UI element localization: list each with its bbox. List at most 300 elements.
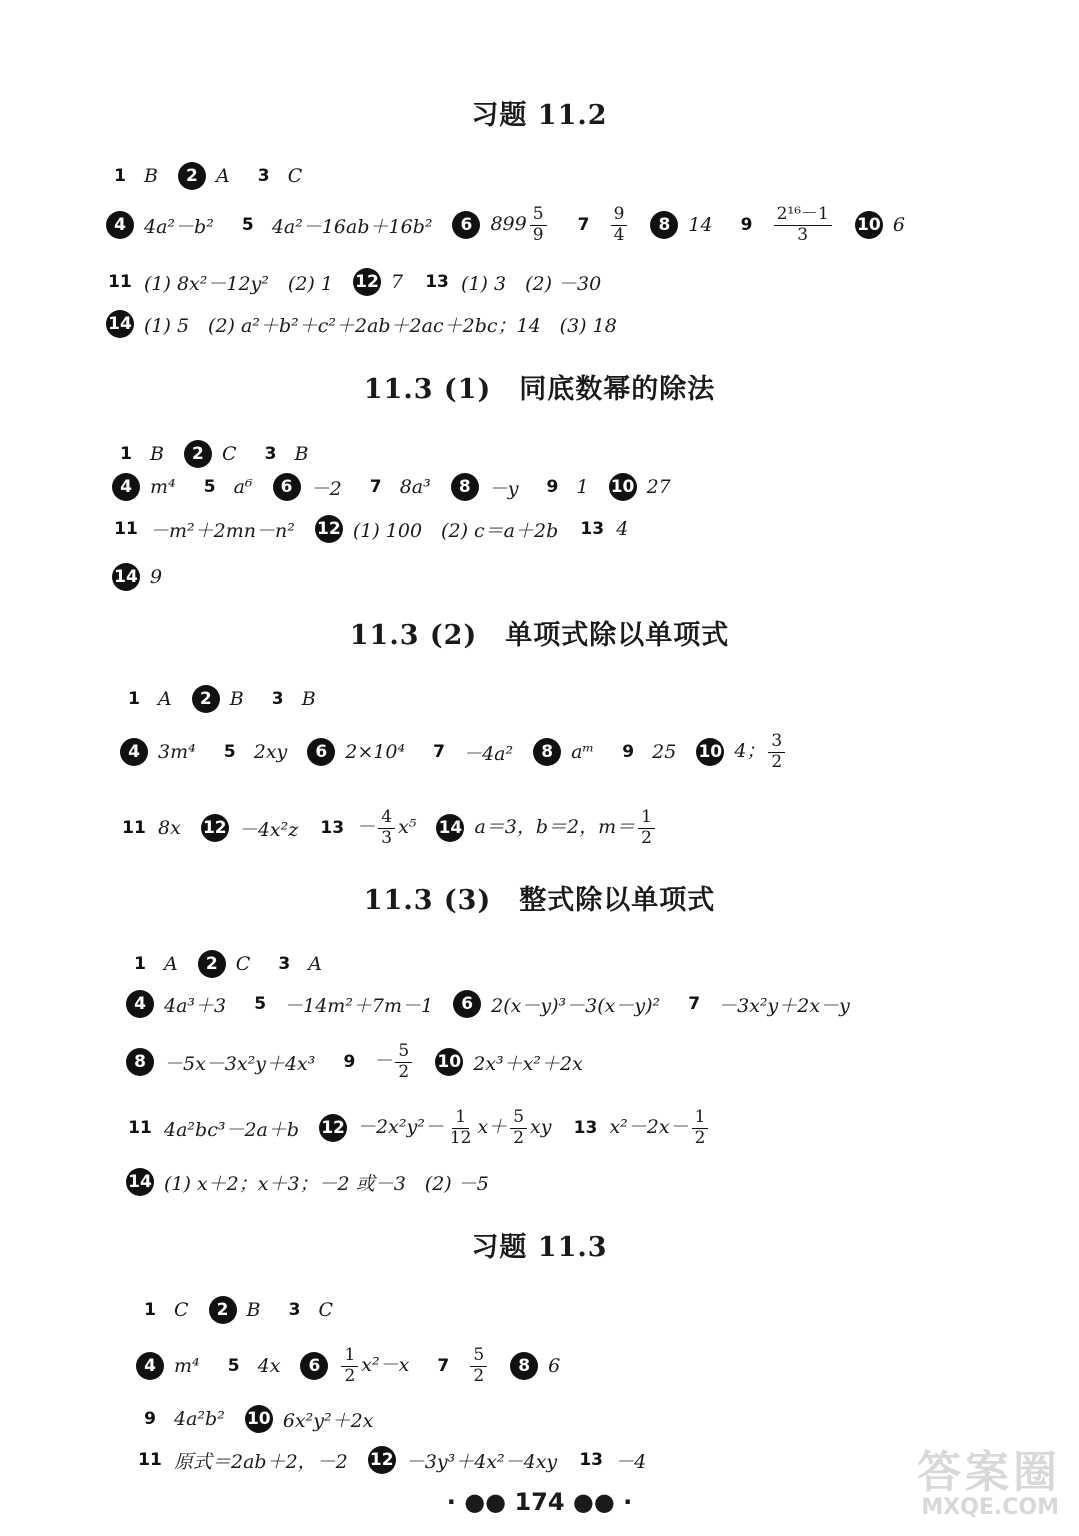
question-number: 13 — [580, 519, 605, 539]
answer-value — [144, 212, 214, 239]
denominator: 2 — [473, 1365, 485, 1386]
answer-value — [373, 1042, 415, 1082]
answer-text: B — [229, 688, 244, 710]
answer-text: 4x — [257, 1355, 281, 1378]
answer-item — [318, 808, 416, 848]
answer-item — [112, 515, 295, 543]
answer-text: 7 — [390, 271, 404, 293]
question-number: 9 — [343, 1052, 356, 1073]
answer-row — [112, 440, 328, 468]
answer-item — [126, 1168, 489, 1196]
answer-text: C — [318, 1299, 334, 1321]
answer-value — [295, 443, 309, 465]
answer-item — [270, 950, 322, 978]
answer-item — [264, 685, 316, 713]
answer-item — [451, 473, 519, 501]
answer-item — [220, 1352, 281, 1380]
question-number: 10 — [435, 1048, 463, 1076]
answer-item — [281, 1296, 334, 1324]
answer-value — [319, 1299, 334, 1321]
answer-item — [319, 1108, 551, 1148]
numerator: 5 — [530, 205, 547, 226]
question-number: 1 — [114, 166, 126, 186]
denominator: 4 — [613, 224, 625, 245]
question-number: 1 — [120, 444, 132, 464]
answer-text: 8x — [158, 817, 181, 840]
answer-text: 2xy — [253, 741, 288, 764]
answer-item — [106, 310, 617, 338]
answer-row — [136, 1346, 580, 1386]
answer-value — [144, 311, 617, 338]
answer-value — [400, 476, 431, 498]
question-number: 4 — [112, 473, 140, 501]
section-title: 11.3 (3) 整式除以单项式 — [363, 885, 716, 916]
question-number: 8 — [510, 1352, 538, 1380]
answer-text: 899 — [490, 213, 527, 236]
answer-value — [272, 212, 433, 239]
answer-item — [577, 1446, 646, 1474]
answer-text: －5x－3x²y＋4x³ — [164, 1052, 316, 1075]
answer-text: (1) 3 (2) －30 — [461, 272, 602, 295]
answer-value — [308, 953, 322, 975]
answer-item — [201, 814, 298, 842]
fraction — [774, 205, 832, 245]
denominator: 2 — [694, 1127, 706, 1148]
answer-text: A — [215, 165, 230, 187]
answer-value — [489, 474, 519, 501]
answer-text: x＋ — [477, 1116, 508, 1139]
answer-item — [362, 473, 431, 501]
answer-item — [136, 1405, 225, 1433]
answer-text: C — [174, 1299, 189, 1321]
answer-text: (1) x＋2；x＋3；－2 或－3 (2) －5 — [164, 1172, 489, 1195]
answer-row — [112, 515, 648, 543]
answer-value — [158, 817, 181, 839]
numerator: 1 — [638, 808, 655, 829]
answer-value — [144, 165, 158, 187]
answer-item — [245, 1405, 374, 1433]
answer-text: 2x³＋x²＋2x — [473, 1052, 583, 1075]
answer-text: x²－2x－ — [609, 1116, 689, 1139]
answer-text: －2 — [310, 477, 342, 500]
answer-value — [216, 165, 230, 187]
answer-text: 9 — [150, 566, 163, 588]
page-number: 174 — [514, 1488, 565, 1516]
answer-item — [198, 950, 251, 978]
answer-row — [112, 563, 182, 591]
answer-text: 1 — [576, 476, 589, 498]
question-number: 2 — [192, 685, 220, 713]
answer-value — [239, 815, 298, 842]
question-number: 11 — [114, 519, 138, 539]
answer-value — [615, 1447, 646, 1474]
question-number: 5 — [227, 1356, 240, 1377]
question-number: 1 — [134, 954, 146, 974]
answer-text: C — [221, 443, 237, 465]
answer-text: aᵐ — [571, 741, 595, 764]
answer-text: 6 — [548, 1355, 561, 1378]
question-number: 5 — [241, 215, 254, 236]
section-title: 习题 11.3 — [471, 1232, 608, 1263]
answer-row — [126, 950, 342, 978]
answer-item — [126, 1114, 299, 1142]
answer-text: 25 — [652, 741, 677, 764]
answer-value — [230, 688, 244, 710]
answer-value — [356, 808, 416, 848]
answer-text: B — [150, 443, 164, 465]
answer-text: a⁶ — [233, 476, 253, 498]
fraction — [470, 1346, 487, 1386]
answer-item — [570, 205, 631, 245]
answer-item — [614, 738, 676, 766]
answer-item — [250, 162, 303, 190]
answer-value — [174, 1299, 189, 1321]
answer-item — [650, 211, 712, 239]
numerator: 5 — [510, 1108, 527, 1129]
question-number: 10 — [855, 211, 883, 239]
answer-item — [452, 205, 549, 245]
numerator: 1 — [692, 1108, 709, 1129]
answer-item — [680, 990, 850, 1018]
fraction — [692, 1108, 709, 1148]
answer-row — [112, 473, 691, 501]
answer-text: 8a³ — [399, 476, 431, 498]
answer-item — [510, 1352, 560, 1380]
answer-item — [696, 732, 788, 772]
answer-item — [538, 473, 588, 501]
answer-value — [463, 739, 513, 766]
section-title: 11.3 (2) 单项式除以单项式 — [349, 620, 730, 651]
question-number: 8 — [451, 473, 479, 501]
answer-value — [647, 476, 671, 498]
answer-text: －14m²＋7m－1 — [284, 994, 434, 1017]
answer-value — [490, 205, 549, 245]
denominator: 2 — [771, 751, 783, 772]
fraction — [510, 1108, 527, 1148]
answer-item — [126, 950, 178, 978]
answer-item — [307, 738, 405, 766]
answer-text: 4a²－16ab＋16b² — [271, 215, 433, 238]
answer-text: (1) 8x²－12y² (2) 1 — [144, 272, 333, 295]
answer-value — [174, 1355, 200, 1377]
answer-text: 14 — [688, 214, 713, 237]
answer-value — [150, 476, 176, 498]
numerator: 9 — [611, 205, 628, 226]
answer-text: C — [287, 165, 303, 187]
answer-text: B — [294, 443, 309, 465]
answer-value — [164, 1115, 299, 1142]
answer-value — [222, 443, 237, 465]
question-number: 6 — [300, 1352, 328, 1380]
answer-text: C — [235, 953, 251, 975]
answer-text: －3y³＋4x²－4xy — [405, 1450, 558, 1473]
answer-item — [192, 685, 244, 713]
answer-value — [571, 741, 594, 763]
answer-row — [126, 1168, 509, 1196]
answer-text: B — [246, 1299, 261, 1321]
denominator: 3 — [381, 827, 393, 848]
question-number: 13 — [573, 1118, 598, 1139]
answer-item — [184, 440, 237, 468]
question-number: 12 — [201, 814, 229, 842]
question-number: 2 — [178, 162, 206, 190]
footer-dots-right: ●● · — [564, 1488, 633, 1516]
answer-text: 2(x－y)³－3(x－y)² — [491, 994, 661, 1017]
numerator: 2¹⁶－1 — [774, 205, 832, 226]
answer-item — [136, 1296, 189, 1324]
question-number: 14 — [436, 814, 464, 842]
answer-text: 6x²y²＋2x — [282, 1409, 374, 1432]
answer-value — [150, 443, 164, 465]
answer-value — [357, 1108, 551, 1148]
answer-item — [425, 738, 513, 766]
answer-value — [734, 732, 788, 772]
question-number: 12 — [353, 268, 381, 296]
answer-item — [112, 563, 162, 591]
answer-item — [300, 1346, 409, 1386]
question-number: 2 — [209, 1296, 237, 1324]
question-number: 7 — [577, 215, 590, 236]
question-number: 13 — [579, 1450, 603, 1470]
answer-value — [158, 688, 172, 710]
question-number: 2 — [184, 440, 212, 468]
answer-item — [429, 1346, 490, 1386]
answer-value — [608, 205, 631, 245]
denominator: 9 — [532, 224, 544, 245]
answer-value — [247, 1299, 261, 1321]
question-number: 3 — [257, 166, 270, 186]
answer-value — [150, 566, 162, 588]
question-number: 5 — [254, 994, 267, 1014]
answer-item — [335, 1042, 415, 1082]
answer-value — [467, 1346, 490, 1386]
answer-item — [209, 1296, 261, 1324]
denominator: 2 — [344, 1365, 356, 1386]
question-number: 4 — [136, 1352, 164, 1380]
question-number: 7 — [437, 1356, 450, 1377]
answer-item — [234, 211, 433, 239]
answer-text: － — [356, 816, 376, 839]
answer-value — [283, 1406, 374, 1433]
question-number: 9 — [546, 477, 559, 497]
answer-item — [571, 1108, 711, 1148]
numerator: 3 — [768, 732, 785, 753]
answer-value — [174, 1408, 225, 1430]
question-number: 11 — [138, 1450, 162, 1470]
answer-item — [120, 685, 172, 713]
answer-item — [855, 211, 905, 239]
answer-text: B — [144, 165, 158, 187]
answer-value — [258, 1355, 281, 1377]
section-title: 11.3 (1) 同底数幂的除法 — [363, 374, 716, 405]
question-number: 14 — [112, 563, 140, 591]
answer-value — [234, 476, 253, 498]
answer-value — [164, 1169, 489, 1196]
numerator: 1 — [452, 1108, 469, 1129]
answer-text: 2×10⁴ — [345, 741, 406, 764]
answer-value — [174, 1447, 348, 1474]
answer-text: － — [373, 1050, 393, 1073]
answer-item — [733, 205, 835, 245]
answer-row — [136, 1446, 666, 1474]
answer-text: x⁵ — [398, 816, 417, 839]
answer-text: －3x²y＋2x－y — [718, 994, 850, 1017]
answer-value — [311, 474, 342, 501]
answer-text: 3m⁴ — [158, 741, 196, 764]
answer-text: 4a²－b² — [144, 215, 214, 238]
question-number: 14 — [126, 1168, 154, 1196]
answer-item — [435, 1048, 583, 1076]
question-number: 1 — [144, 1300, 156, 1320]
numerator: 1 — [341, 1346, 358, 1367]
answer-item — [609, 473, 671, 501]
answer-value — [576, 476, 588, 498]
denominator: 3 — [797, 224, 809, 245]
question-number: 3 — [288, 1300, 301, 1320]
answer-text: (1) 100 (2) c＝a＋2b — [352, 519, 559, 542]
fraction — [395, 1042, 412, 1082]
question-number: 12 — [368, 1446, 396, 1474]
answer-item — [196, 473, 253, 501]
answer-value — [718, 991, 850, 1018]
question-number: 7 — [433, 742, 446, 763]
answer-value — [236, 953, 251, 975]
answer-value — [391, 271, 403, 293]
answer-row — [126, 1108, 731, 1148]
fraction — [378, 808, 395, 848]
answer-value — [288, 165, 303, 187]
answer-item — [453, 990, 660, 1018]
answer-value — [461, 269, 601, 296]
question-number: 11 — [122, 818, 146, 839]
answer-value — [491, 991, 660, 1018]
question-number: 14 — [106, 310, 134, 338]
answer-item — [246, 990, 433, 1018]
section-title: 习题 11.2 — [471, 100, 608, 131]
answer-value — [548, 1355, 560, 1377]
answer-row — [120, 808, 678, 848]
question-number: 9 — [622, 742, 635, 763]
question-number: 8 — [650, 211, 678, 239]
question-number: 2 — [198, 950, 226, 978]
question-number: 5 — [223, 742, 236, 763]
answer-value — [406, 1447, 557, 1474]
question-number: 11 — [128, 1118, 152, 1139]
fraction — [638, 808, 655, 848]
answer-value — [616, 518, 628, 540]
answer-text: －m²＋2mn－n² — [150, 519, 295, 542]
fraction — [530, 205, 547, 245]
answer-value — [353, 516, 558, 543]
question-number: 11 — [108, 272, 132, 292]
answer-item — [136, 1352, 200, 1380]
answer-value — [338, 1346, 409, 1386]
answer-item — [112, 473, 176, 501]
answer-row — [120, 685, 336, 713]
answer-value — [302, 688, 316, 710]
answer-value — [164, 953, 178, 975]
question-number: 12 — [319, 1114, 347, 1142]
question-number: 5 — [203, 477, 216, 497]
answer-value — [609, 1108, 711, 1148]
answer-row — [120, 732, 808, 772]
question-number: 6 — [453, 990, 481, 1018]
answer-item — [273, 473, 342, 501]
answer-item — [436, 808, 658, 848]
numerator: 4 — [378, 808, 395, 829]
answer-item — [106, 162, 158, 190]
fraction — [341, 1346, 358, 1386]
numerator: 5 — [395, 1042, 412, 1063]
answer-row — [136, 1405, 393, 1433]
fraction — [768, 732, 785, 772]
question-number: 7 — [369, 477, 382, 497]
answer-row — [106, 205, 925, 245]
answer-text: －4 — [615, 1450, 647, 1473]
fraction — [447, 1108, 475, 1148]
answer-value — [284, 991, 433, 1018]
answer-row — [106, 310, 637, 338]
question-number: 4 — [106, 211, 134, 239]
answer-text: 4a²bc³－2a＋b — [164, 1118, 300, 1141]
footer-dots-left: · ●● — [446, 1488, 515, 1516]
question-number: 3 — [278, 954, 291, 974]
answer-text: (1) 5 (2) a²＋b²＋c²＋2ab＋2ac＋2bc；14 (3) 18 — [144, 314, 617, 337]
answer-item — [353, 268, 403, 296]
answer-item — [120, 814, 181, 842]
question-number: 8 — [533, 738, 561, 766]
denominator: 2 — [513, 1127, 525, 1148]
question-number: 3 — [271, 689, 284, 709]
question-number: 10 — [245, 1405, 273, 1433]
answer-item — [120, 738, 196, 766]
answer-row — [126, 1042, 603, 1082]
answer-text: 6 — [892, 214, 905, 237]
answer-value — [893, 214, 905, 236]
numerator: 5 — [470, 1346, 487, 1367]
answer-text: 4 — [616, 518, 629, 540]
answer-item — [533, 738, 594, 766]
answer-text: 27 — [646, 476, 671, 498]
answer-text: 4； — [734, 740, 766, 763]
answer-value — [474, 808, 658, 848]
answer-item — [257, 440, 309, 468]
answer-text: 4a²b² — [174, 1408, 225, 1430]
answer-text: 原式＝2ab＋2，－2 — [174, 1450, 348, 1473]
question-number: 8 — [126, 1048, 154, 1076]
answer-row — [136, 1296, 353, 1324]
denominator: 12 — [449, 1127, 472, 1148]
question-number: 1 — [128, 689, 140, 709]
answer-item — [106, 211, 214, 239]
answer-text: A — [164, 953, 178, 975]
fraction — [611, 205, 628, 245]
question-number: 7 — [688, 994, 701, 1014]
answer-item — [578, 515, 628, 543]
answer-item — [368, 1446, 557, 1474]
question-number: 10 — [696, 738, 724, 766]
answer-row — [126, 990, 870, 1018]
answer-item — [423, 268, 601, 296]
answer-value — [688, 214, 712, 236]
denominator: 2 — [398, 1061, 410, 1082]
answer-text: －y — [488, 477, 519, 500]
question-number: 3 — [264, 444, 277, 464]
answer-row — [106, 268, 621, 296]
answer-text: A — [308, 953, 323, 975]
answer-text: a＝3，b＝2，m＝ — [474, 816, 636, 839]
answer-item — [178, 162, 230, 190]
